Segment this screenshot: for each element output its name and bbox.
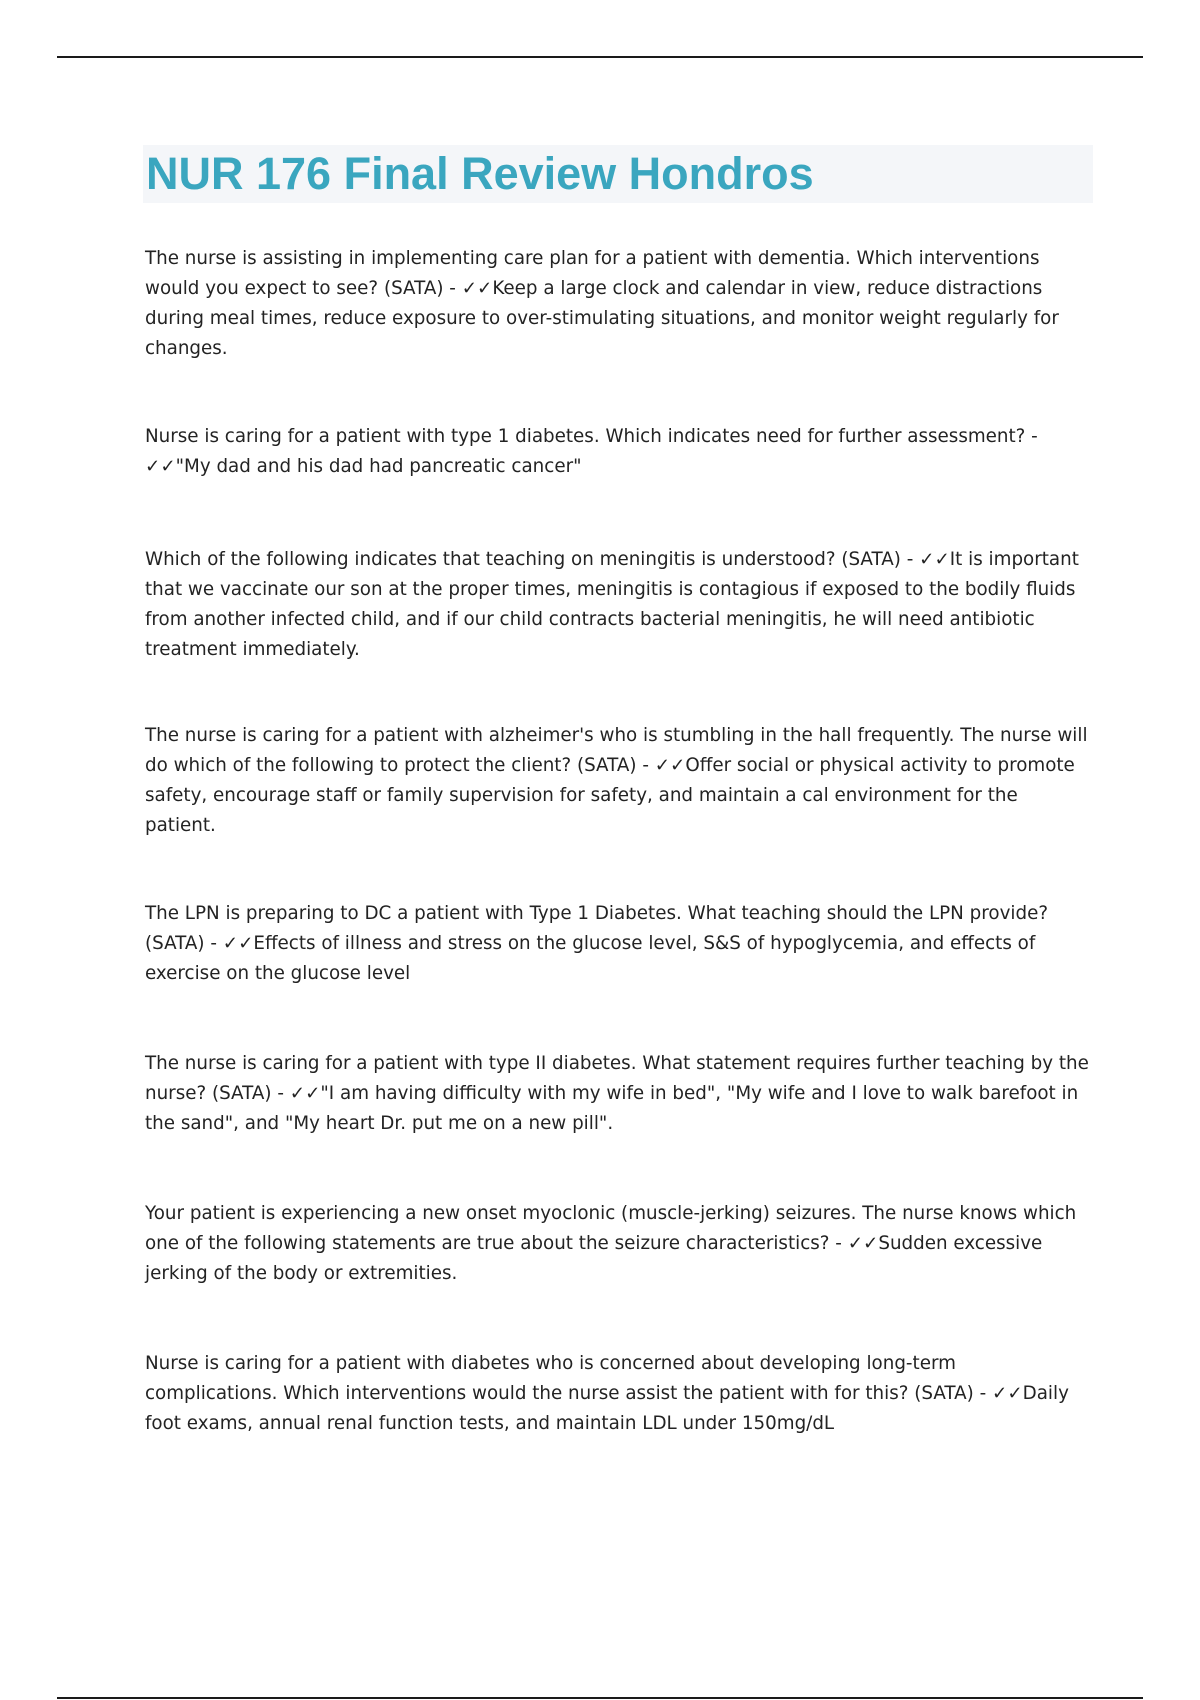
question-text: The LPN is preparing to DC a patient with Type 1 Diabetes. What teaching should the LPN provide? (SATA) [145,903,1049,954]
answer-text: Daily foot exams, annual renal function tests, and maintain LDL under 150mg/dL [145,1383,1069,1434]
answer-text: It is important that we vaccinate our son at the proper times, meningitis is contagious if exposed to the bodily fluids from another infected child, and if our child contracts bacterial meningitis, he will need antibiotic treatment immediately. [145,549,1079,660]
answer-text: Keep a large clock and calendar in view, reduce distractions during meal times, reduce exposure to over-stimulating situations, and monitor weight regularly for changes. [145,278,1059,359]
answer-check-marker: - ✓✓ [900,549,950,570]
answer-check-marker: - ✓✓ [636,755,686,776]
qa-item [145,1049,1090,1139]
answer-check-marker: - ✓✓ [829,1233,879,1254]
top-divider [57,56,1143,58]
qa-item [145,545,1090,665]
answer-check-marker: - ✓✓ [443,278,493,299]
qa-item [145,422,1090,482]
qa-list [145,244,1090,1439]
answer-text: Offer social or physical activity to promote safety, encourage staff or family supervision for safety, and maintain a cal environment for the patient. [145,755,1075,836]
question-text: The nurse is caring for a patient with type II diabetes. What statement requires further teaching by the nurse? (SATA) [145,1053,1089,1104]
question-text: Nurse is caring for a patient with type 1 diabetes. Which indicates need for further assessment? [145,426,1026,447]
title-banner [143,145,1093,203]
question-text: The nurse is assisting in implementing care plan for a patient with dementia. Which interventions would you expect to see? (SATA) [145,248,1040,299]
answer-check-marker: - ✓✓ [271,1083,321,1104]
question-text: Which of the following indicates that teaching on meningitis is understood? (SATA) [145,549,901,570]
qa-item [145,244,1090,364]
answer-text: "I am having difficulty with my wife in bed", "My wife and I love to walk barefoot in the sand", and "My heart Dr. put me on a new pill". [145,1083,1079,1134]
question-text: Nurse is caring for a patient with diabetes who is concerned about developing long-term complications. Which interventions would the nurse assist the patient with for this? (SATA) [145,1353,974,1404]
qa-item [145,721,1090,841]
answer-text: Effects of illness and stress on the glucose level, S&S of hypoglycemia, and effects of exercise on the glucose level [145,933,1036,984]
answer-text: "My dad and his dad had pancreatic cancer" [175,456,582,477]
answer-check-marker: - ✓✓ [204,933,254,954]
bottom-divider [57,1697,1143,1699]
qa-item [145,1349,1090,1439]
question-text: The nurse is caring for a patient with alzheimer's who is stumbling in the hall frequently. The nurse will do which of the following to protect the client? (SATA) [145,725,1088,776]
qa-item [145,899,1090,989]
answer-check-marker: - ✓✓ [145,426,1038,477]
answer-text: Sudden excessive jerking of the body or extremities. [145,1233,1043,1284]
question-text: Your patient is experiencing a new onset myoclonic (muscle-jerking) seizures. The nurse knows which one of the following statements are true about the seizure characteristics? [145,1203,1077,1254]
qa-item [145,1199,1090,1289]
answer-check-marker: - ✓✓ [973,1383,1023,1404]
page-title: NUR 176 Final Review Hondros [146,148,814,199]
